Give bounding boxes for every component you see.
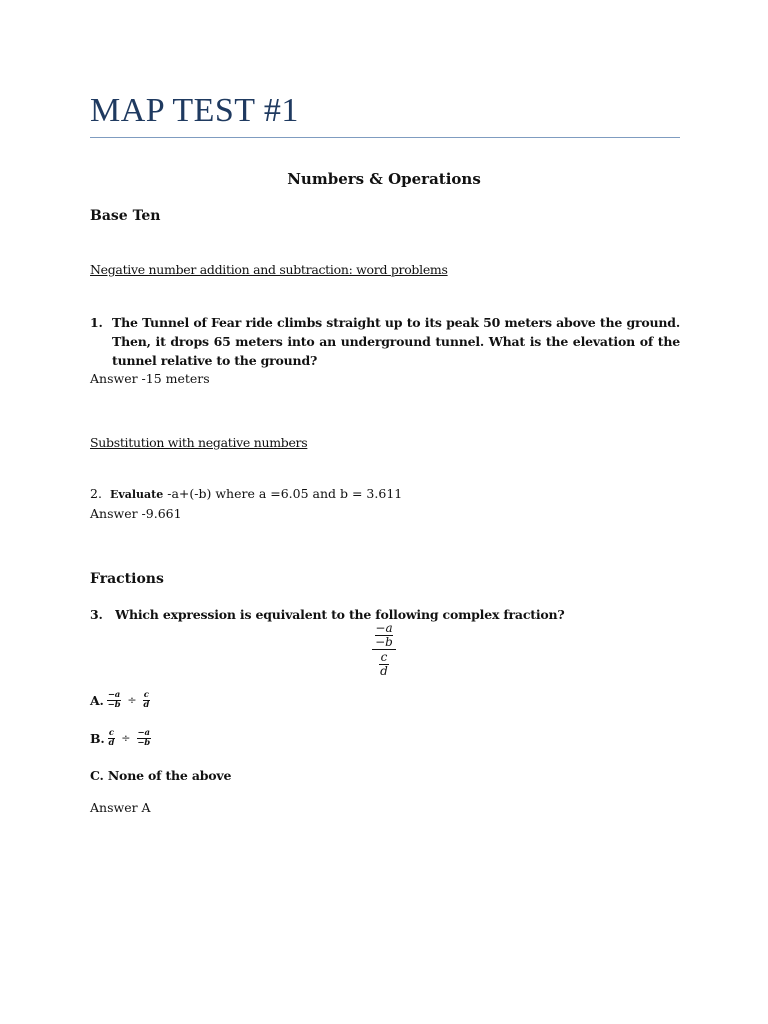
question-lead: Evaluate	[109, 488, 164, 501]
subsection-base-ten: Base Ten	[90, 208, 161, 224]
option-label: A.	[90, 692, 104, 708]
topic-negative-word-problems: Negative number addition and subtraction: word problems	[90, 262, 448, 277]
question-2	[90, 486, 402, 501]
question-3	[90, 605, 565, 624]
option-b-right-fraction	[136, 729, 151, 747]
numerator-bottom: −b	[375, 634, 393, 649]
option-b-left-fraction	[108, 729, 116, 747]
answer-1: Answer -15 meters	[90, 371, 210, 386]
option-label: B.	[90, 730, 105, 746]
option-a-right-fraction	[142, 691, 150, 709]
divide-symbol: ÷	[121, 731, 131, 745]
fraction-numerator	[375, 622, 393, 648]
option-b	[90, 729, 151, 747]
answer-2: Answer -9.661	[90, 506, 182, 521]
complex-fraction	[364, 622, 404, 677]
fraction-numerator: c	[143, 690, 149, 700]
fraction-denominator: −b	[137, 737, 150, 748]
fraction-denominator	[379, 651, 389, 677]
option-a	[90, 691, 150, 709]
title-divider	[90, 137, 680, 138]
option-c: C. None of the above	[90, 768, 232, 783]
subsection-fractions: Fractions	[90, 571, 164, 587]
question-text: -a+(-b) where a =6.05 and b = 3.611	[167, 486, 403, 501]
denominator-top: c	[380, 650, 388, 665]
question-text: Which expression is equivalent to the following complex fraction?	[115, 607, 565, 622]
question-number: 2.	[90, 486, 102, 501]
section-heading: Numbers & Operations	[287, 170, 481, 188]
question-1	[90, 313, 680, 370]
fraction-denominator: d	[143, 699, 150, 710]
answer-3: Answer A	[90, 800, 151, 815]
fraction-numerator: −a	[137, 728, 150, 738]
fraction-denominator: −b	[107, 699, 121, 710]
fraction-denominator: d	[108, 737, 115, 748]
fraction-numerator: c	[108, 728, 114, 738]
page-title: MAP TEST #1	[90, 92, 299, 129]
fraction-numerator: −a	[107, 690, 121, 700]
numerator-top: −a	[375, 621, 393, 635]
divide-symbol: ÷	[127, 693, 137, 707]
question-number: 1.	[90, 315, 103, 330]
option-a-left-fraction	[107, 691, 122, 709]
question-number: 3.	[90, 607, 103, 622]
topic-substitution: Substitution with negative numbers	[90, 435, 308, 450]
question-text: The Tunnel of Fear ride climbs straight up to its peak 50 meters above the ground. Then, it drops 65 meters into an underground tunnel. What is the elevation of the tunnel relative to the ground?	[112, 315, 680, 368]
denominator-bottom: d	[380, 663, 388, 678]
